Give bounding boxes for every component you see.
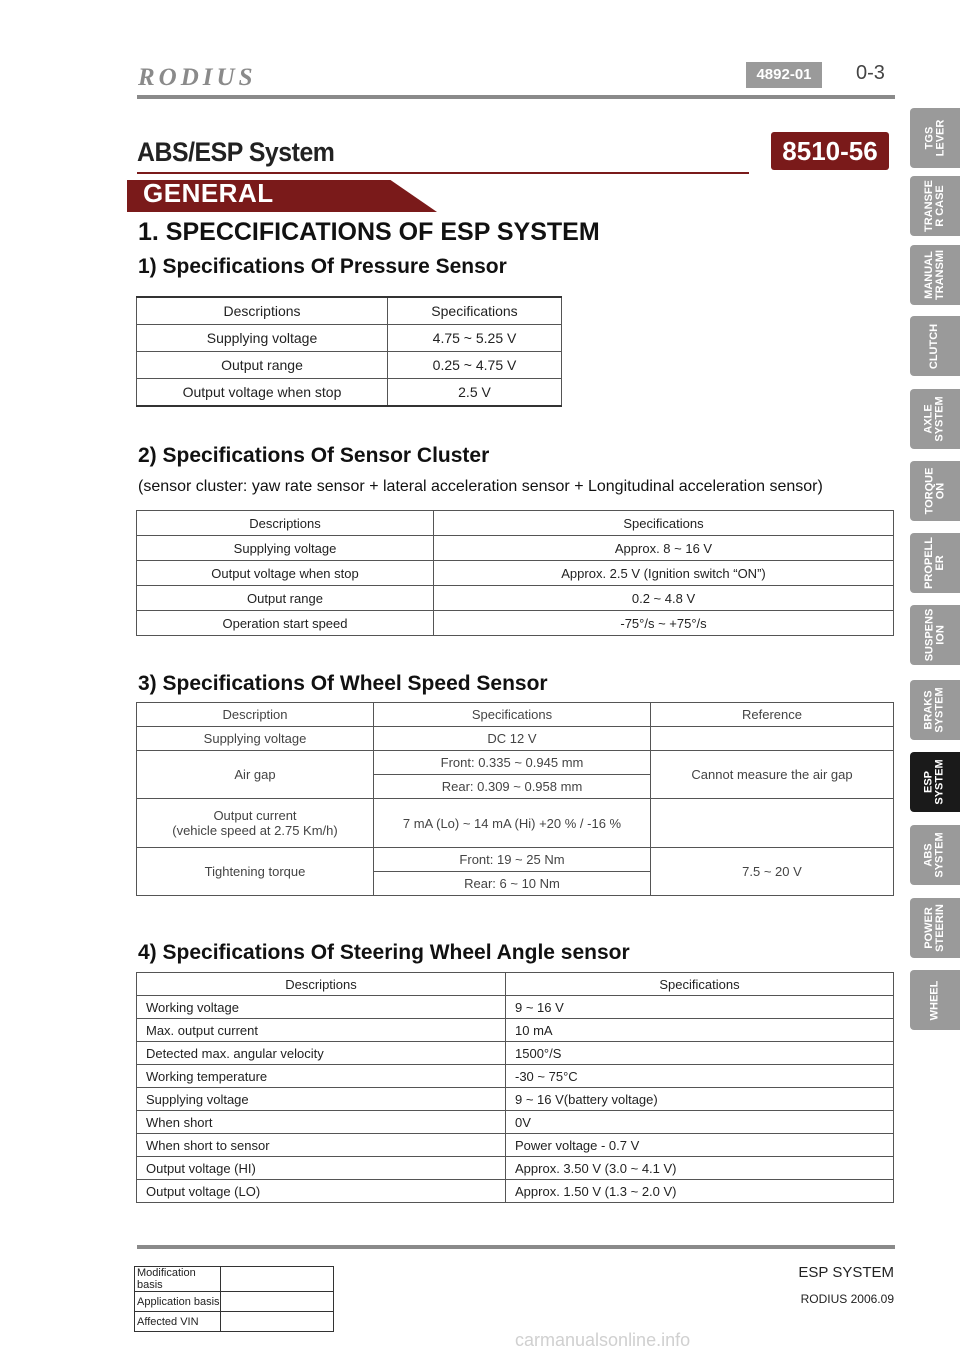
cell: Max. output current: [137, 1019, 506, 1042]
cell: Affected VIN: [135, 1312, 221, 1332]
page-number: 0-3: [856, 62, 885, 84]
header-cell: Description: [137, 703, 374, 727]
table-header-row: [137, 973, 894, 996]
cell: Front: 19 ~ 25 Nm: [374, 848, 651, 872]
tab-wheel[interactable]: [910, 970, 960, 1030]
table-row: [137, 1065, 894, 1088]
header-cell: Specifications: [506, 973, 894, 996]
tab-label: ESP SYSTEM: [922, 759, 946, 805]
brand-logo: RODIUS: [138, 64, 257, 91]
table-row: [137, 561, 894, 586]
wheel-speed-sensor-table: [136, 702, 894, 896]
table-header-row: [137, 511, 894, 536]
tab-label: ABS SYSTEM: [922, 832, 946, 878]
cell: Working voltage: [137, 996, 506, 1019]
tab-label: SUSPENS ION: [923, 608, 947, 662]
cell: When short to sensor: [137, 1134, 506, 1157]
table-row: [137, 1042, 894, 1065]
table-row: [137, 325, 562, 352]
footer-rule: [137, 1245, 895, 1249]
header-cell: Specifications: [388, 297, 562, 325]
tab-label: BRAKS SYSTEM: [922, 687, 946, 733]
cell: [651, 799, 894, 848]
cell: Approx. 1.50 V (1.3 ~ 2.0 V): [506, 1180, 894, 1203]
cell: Approx. 3.50 V (3.0 ~ 4.1 V): [506, 1157, 894, 1180]
cell: 1500°/S: [506, 1042, 894, 1065]
table-row: [137, 536, 894, 561]
header-rule: [137, 95, 895, 99]
cell: [221, 1267, 334, 1292]
cell: Application basis: [135, 1292, 221, 1312]
tab-label: AXLE SYSTEM: [922, 396, 946, 442]
header-cell: Specifications: [374, 703, 651, 727]
cell: Working temperature: [137, 1065, 506, 1088]
cell: When short: [137, 1111, 506, 1134]
table-row: [137, 586, 894, 611]
footer-title: ESP SYSTEM: [798, 1264, 894, 1281]
sensor-cluster-table: [136, 510, 894, 636]
tab-label: PROPELL ER: [923, 537, 947, 589]
cell: [221, 1312, 334, 1332]
steering-angle-sensor-table: [136, 972, 894, 1203]
cell: Modification basis: [135, 1267, 221, 1292]
table-row: [137, 1157, 894, 1180]
header-cell: Specifications: [434, 511, 894, 536]
cell: Output range: [137, 352, 388, 379]
tab-brakes-system[interactable]: [910, 680, 960, 740]
cell: 0.25 ~ 4.75 V: [388, 352, 562, 379]
cell: Supplying voltage: [137, 536, 434, 561]
tab-axle-system[interactable]: [910, 389, 960, 449]
tab-transfer-case[interactable]: [910, 176, 960, 236]
cell: Rear: 0.309 ~ 0.958 mm: [374, 775, 651, 799]
section-2-heading: 2) Specifications Of Sensor Cluster: [138, 444, 490, 467]
tab-abs-system[interactable]: [910, 825, 960, 885]
revision-table: [134, 1266, 334, 1332]
table-row: [137, 1088, 894, 1111]
cell: 9 ~ 16 V: [506, 996, 894, 1019]
cell: Supplying voltage: [137, 1088, 506, 1111]
table-row: [137, 1019, 894, 1042]
tab-propeller[interactable]: [910, 533, 960, 593]
cell: [221, 1292, 334, 1312]
cell: Power voltage - 0.7 V: [506, 1134, 894, 1157]
cell: Output voltage when stop: [137, 561, 434, 586]
tab-label: POWER STEERIN: [923, 904, 946, 952]
table-row: [137, 1134, 894, 1157]
tab-label: TRANSFE R CASE: [923, 180, 947, 232]
table-header-row: [137, 297, 562, 325]
header-cell: Descriptions: [137, 297, 388, 325]
cell: Cannot measure the air gap: [651, 751, 894, 799]
table-row: [137, 379, 562, 407]
cell: Front: 0.335 ~ 0.945 mm: [374, 751, 651, 775]
cell: [651, 727, 894, 751]
cell: 0.2 ~ 4.8 V: [434, 586, 894, 611]
tab-label: TORQUE ON: [922, 467, 946, 515]
table-row: [137, 352, 562, 379]
table-row: [137, 799, 894, 848]
table-row: [137, 996, 894, 1019]
tab-label: TGS LEVER: [923, 119, 946, 157]
cell-line: Output current: [213, 808, 297, 823]
doc-code-badge: 4892-01: [746, 62, 822, 88]
table-row: [135, 1267, 334, 1292]
cell: Approx. 8 ~ 16 V: [434, 536, 894, 561]
cell: -30 ~ 75°C: [506, 1065, 894, 1088]
header-cell: Descriptions: [137, 973, 506, 996]
general-label: GENERAL: [143, 178, 274, 208]
table-header-row: [137, 703, 894, 727]
cell: 0V: [506, 1111, 894, 1134]
table-row: [135, 1312, 334, 1332]
cell: Tightening torque: [137, 848, 374, 896]
tab-esp-system[interactable]: [910, 752, 960, 812]
footer-date: RODIUS 2006.09: [800, 1292, 894, 1306]
sensor-cluster-note: (sensor cluster: yaw rate sensor + lateral acceleration sensor + Longitudinal acceleration sensor): [138, 478, 823, 495]
cell: Supplying voltage: [137, 727, 374, 751]
tab-manual-transmission[interactable]: [910, 245, 960, 305]
cell: DC 12 V: [374, 727, 651, 751]
section-code-badge: 8510-56: [771, 132, 889, 170]
table-row: [135, 1292, 334, 1312]
cell: Approx. 2.5 V (Ignition switch “ON”): [434, 561, 894, 586]
cell: Detected max. angular velocity: [137, 1042, 506, 1065]
header-cell: Descriptions: [137, 511, 434, 536]
cell: 4.75 ~ 5.25 V: [388, 325, 562, 352]
cell: 9 ~ 16 V(battery voltage): [506, 1088, 894, 1111]
table-row: [137, 848, 894, 872]
pressure-sensor-table: [136, 296, 562, 407]
section-3-heading: 3) Specifications Of Wheel Speed Sensor: [138, 672, 548, 695]
section-1-heading: 1) Specifications Of Pressure Sensor: [138, 255, 507, 278]
section-4-heading: 4) Specifications Of Steering Wheel Angle sensor: [138, 941, 630, 964]
table-row: [137, 611, 894, 636]
cell: Air gap: [137, 751, 374, 799]
tab-power-steering[interactable]: [910, 898, 960, 958]
cell: 10 mA: [506, 1019, 894, 1042]
tab-suspension[interactable]: [910, 605, 960, 665]
tab-label: MANUAL TRANSMI: [923, 249, 947, 301]
title-rule: [137, 172, 749, 174]
cell: Operation start speed: [137, 611, 434, 636]
cell: Rear: 6 ~ 10 Nm: [374, 872, 651, 896]
cell: Output voltage when stop: [137, 379, 388, 407]
tab-label: WHEEL: [928, 980, 941, 1020]
cell: -75°/s ~ +75°/s: [434, 611, 894, 636]
cell: 2.5 V: [388, 379, 562, 407]
cell: Supplying voltage: [137, 325, 388, 352]
page-heading: 1. SPECCIFICATIONS OF ESP SYSTEM: [138, 218, 600, 246]
watermark: carmanualsonline.info: [515, 1330, 691, 1350]
system-title: ABS/ESP System: [137, 137, 335, 167]
table-row: [137, 727, 894, 751]
cell-line: (vehicle speed at 2.75 Km/h): [172, 823, 338, 838]
tab-label: CLUTCH: [928, 323, 941, 369]
cell: [137, 799, 374, 848]
cell: 7 mA (Lo) ~ 14 mA (Hi) +20 % / -16 %: [374, 799, 651, 848]
cell: Output voltage (LO): [137, 1180, 506, 1203]
table-row: [137, 751, 894, 775]
cell: Output voltage (HI): [137, 1157, 506, 1180]
table-row: [137, 1111, 894, 1134]
header-cell: Reference: [651, 703, 894, 727]
tab-clutch[interactable]: [910, 316, 960, 376]
tab-torque-on[interactable]: [910, 461, 960, 521]
cell: Output range: [137, 586, 434, 611]
cell: 7.5 ~ 20 V: [651, 848, 894, 896]
tab-tgs-lever[interactable]: [910, 108, 960, 168]
table-row: [137, 1180, 894, 1203]
